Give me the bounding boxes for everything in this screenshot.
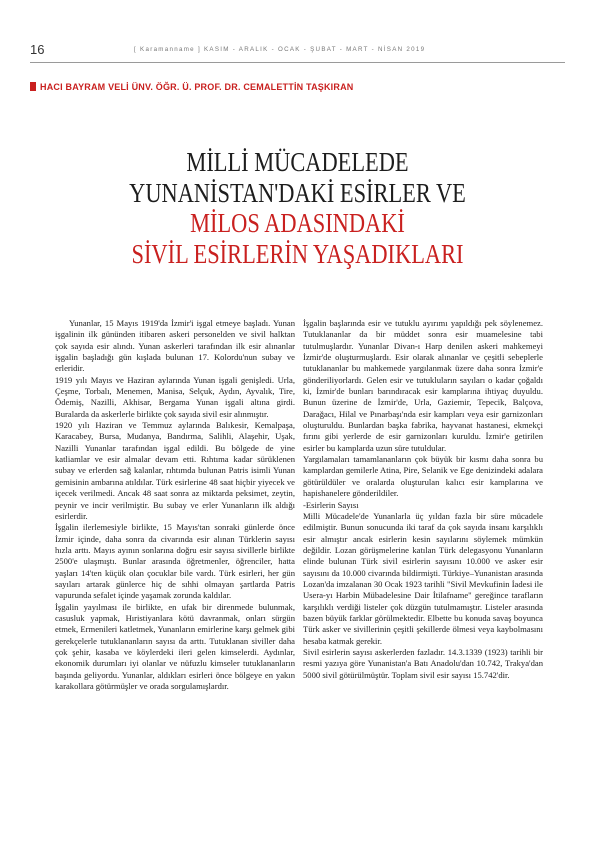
header-issue-info: [ Karamanname ] KASIM - ARALIK - OCAK - ŞUBAT - MART - NİSAN 2019	[134, 46, 426, 53]
paragraph: İşgalin ilerlemesiyle birlikte, 15 Mayıs'tan sonraki günlerde önce İzmir içinde, daha sonra da civarında esir alınan Türklerin sayısı hızla arttı. Mayıs ayının sonlarına doğru esir sayısı sivillerle birlikte 2500'e ulaşmıştı. Bunlar arasında öğretmenler, öğrenciler, hatta yaşları 14'ten küçük olan çocuklar bile vardı. Türk esirleri, her gün sayıları artarak günlerce hiç de sıhhi olmayan şartlarda Patris vapurunda sefalet içinde yaşamak zorunda kaldılar.	[55, 522, 295, 601]
paragraph: 1919 yılı Mayıs ve Haziran aylarında Yunan işgali genişledi. Urla, Çeşme, Torbalı, Menemen, Manisa, Selçuk, Aydın, Ayvalık, Tire, Ödemiş, Nazilli, Akhisar, Bergama Yunan işgali altına girdi. Buralarda da askerlerle birlikte çok sayıda sivil esir alınmıştır.	[55, 374, 295, 419]
body-column-right	[303, 318, 543, 681]
title-line-4: SİVİL ESİRLERİN YAŞADIKLARI	[131, 238, 464, 269]
section-heading: -Esirlerin Sayısı	[303, 499, 359, 510]
paragraph: 1920 yılı Haziran ve Temmuz aylarında Balıkesir, Kemalpaşa, Karacabey, Bursa, Mudanya, Bandırma, Salihli, Alaşehir, Uşak, Nazilli Yunanlar tarafından işgal edildi. Bu bölgede de yine katliamlar ve esir almalar devam etti. Rıhtıma kadar sürüklenen subay ve erlerden sağ kalanlar, rıhtımda bulunan Patris isimli Yunan gemisinin ambarına atıldılar. Türk esirlerine 48 saat hiçbir yiyecek ve içecek verilmedi. Ancak 48 saat sonra az miktarda peksimet, zeytin, peynir ve incir verilmiştir. Bu subay ve erler Yunanların ilk aldığı esirlerdir.	[55, 420, 295, 521]
page-number: 16	[30, 42, 45, 57]
paragraph: Milli Mücadele'de Yunanlarla üç yıldan fazla bir süre mücadele edilmiştir. Bunun sonucunda iki taraf da çok sayıda insanı karşılıklı esir almıştır ancak esirlerin kesin sayılarını söylemek mümkün değildir. Lozan görüşmelerine katılan Türk delegasyonu Yunanların elinde bulunan Türk sivil esirlerin sayısını 10.000 ve asker esir sayısını da 10.000 civarında bildirmişti. Türkiye–Yunanistan arasında Lozan'da imzalanan 30 Ocak 1923 tarihli "Sivil Mevkufinin İadesi ile Usera-yı Harbin Mübadelesine Dair İtilafname" gereğince tarafların karşılıklı verdiği listeler çok düzgün tutulmamıştır. Listeler arasında bazen büyük farklar görülmektedir. Elbette bu konuda savaş boyunca Türk asker ve sivillerinin çeşitli şekillerde ölmesi veya kaybolmasını hesaba katmak gerekir.	[303, 510, 543, 646]
header-divider	[30, 62, 565, 63]
author-name: HACI BAYRAM VELİ ÜNV. ÖĞR. Ü. PROF. DR. CEMALETTİN TAŞKIRAN	[40, 82, 354, 92]
paragraph: Yargılamaları tamamlananların çok büyük bir kısmı daha sonra bu kamplardan gemilerle Atina, Pire, Selanik ve Ege denizindeki adalara götürüldüler ve oralarda oluşturulan kalıcı esir kamplarına ve hapishanelere gönderildiler.	[303, 454, 543, 499]
author-line	[30, 82, 353, 92]
title-line-2: YUNANİSTAN'DAKİ ESİRLER VE	[129, 177, 466, 208]
paragraph: Sivil esirlerin sayısı askerlerden fazladır. 14.3.1339 (1923) tarihli bir resmi yazıya göre Yunanistan'a Batı Anadolu'dan 10.742, Trakya'dan 5000 sivil götürülmüştür. Toplam sivil esir sayısı 15.742'dir.	[303, 646, 543, 680]
article-title	[75, 147, 519, 269]
title-line-1: MİLLİ MÜCADELEDE	[186, 147, 409, 177]
body-column-left	[55, 318, 295, 692]
red-square-marker	[30, 82, 36, 91]
paragraph: İşgalin başlarında esir ve tutuklu ayırımı yapıldığı pek söylenemez. Tutuklananlar da bir müddet sonra esir muamelesine tabi tutulmuşlardır. Yunanlar Divan-ı Harp denilen askeri mahkemeyi İzmir'de oluşturmuşlardı. Esir olarak alınanlar ve çeşitli sebeplerle tutuklananlar bu mahkemede yargılanmak üzere daha sonra İzmir'e gönderiliyorlardı. Gelen esir ve tutukluların sayıları o kadar çoğaldı ki, İzmir'de bunları barındıracak esir kamplarına ihtiyaç duyuldu. Bunun üzerine de İzmir'de, Urla, Gaziemir, Tepecik, Balçova, Darağacı, Hilal ve Pınarbaşı'nda esir kampları veya esir garnizonları oluşturuldu. Bunlardan başka fabrika, hayvanat hastanesi, ekmekçi fırını gibi yerlerde de esir garnizonları kuruldu. İzmir'e getirilen esirler bu kamplarda uzun süre tutuldular.	[303, 318, 543, 453]
paragraph: İşgalin yayılması ile birlikte, en ufak bir direnmede bulunmak, casusluk yapmak, Hıristiyanlara kötü davranmak, onları sürgün etmek, Ermenileri katletmek, Yunanların emirlerine karşı gelmek gibi gerekçelerle tutuklananların sayısı da arttı. Tutuklanan siviller daha çok şehir, kasaba ve köylerdeki ileri gelen kimselerdi. Aydınlar, ekonomik durumları iyi olanlar ve nüfuzlu kimseler tutuklananların başında geliyordu. Yunanlar, aldıkları esirleri önce bölgeye en yakın karakollara götürmüşler ve orada sorgulamışlardır.	[55, 601, 295, 691]
paragraph: Yunanlar, 15 Mayıs 1919'da İzmir'i işgal etmeye başladı. Yunan işgalinin ilk gününden itibaren askeri personelden ve sivil halktan çok sayıda esir alındı. Yunan askerleri tarafından ilk esir alınanlar işgalin başladığı gün kışlada bulunan 17. Kolordu'nun subay ve erleridir.	[55, 318, 295, 374]
title-line-3: MİLOS ADASINDAKİ	[190, 208, 405, 238]
